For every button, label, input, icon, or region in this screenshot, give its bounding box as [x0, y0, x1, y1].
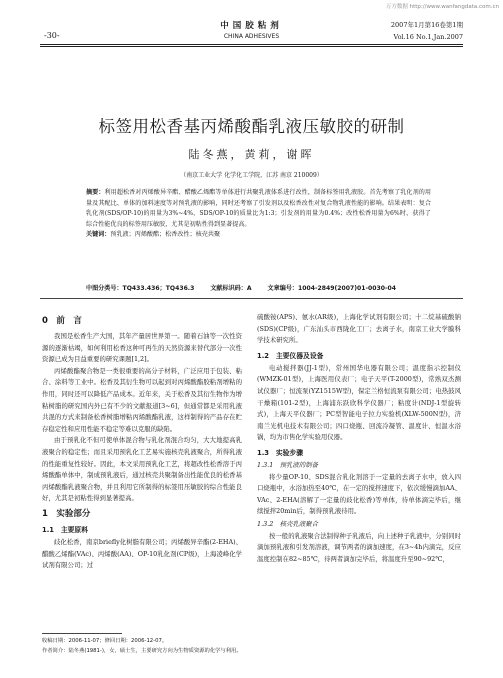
abstract	[86, 188, 431, 241]
section-heading-intro: 0 前 言	[42, 316, 82, 326]
footnote-author-bio: 作者简介：陆冬燕(1981-)，女，硕士生，主要研究方向为生物质资源的化学与利用。	[42, 648, 242, 654]
journal-name-cn: 中国胶粘剂	[220, 21, 283, 31]
body-paragraph: 电动搅拌器(JJ-1型)，常州国华电器有限公司；温度指示控制仪(WMZK-01型)，上海医用仪表厂；电子天平(T-2000型)，常熟双杰测试仪器厂；恒流泵(YZ1515W型)，保定兰格恒流泵有限公司；电热鼓风干燥箱(101-2型)，上海浦东跃欣科学仪器厂；粘度计(NDJ-1型旋转式)，上海天平仪器厂；PC型智能电子拉力实验机(XLW-500N型)，济南兰光机电技术有限公司；四口烧瓶、回流冷凝管、温度计、恒温水浴锅，均为市售化学实验用仪器。	[257, 363, 461, 442]
section-heading-experimental: 1 实验部分	[42, 508, 91, 519]
running-header	[0, 19, 503, 43]
page-number: -30-	[44, 31, 60, 40]
footnote-received: 收稿日期：2006-11-07；修回日期：2006-12-07。	[42, 638, 168, 644]
right-column	[257, 312, 461, 565]
subsection-heading-instruments: 1.2 主要仪器及设备	[257, 351, 324, 360]
article-title: 标签用松香基丙烯酸酯乳液压敏胶的研制	[98, 117, 405, 136]
abstract-text: 利用超松香对丙烯酸异辛酯、醋酸乙烯酯等单体进行共聚乳液体系进行改性，制备标签用乳液胶。首先考察了乳化剂的用量及其配比、单体的加料速度等对预乳液的影响，同时还考察了引发剂以及松香改性对复合物乳液性能的影响。结果表明：复合乳化剂(SDS/OP-10)的用量为3%~4%，SDS/OP-10的质量比为1:3；引发剂的用量为0.4%；改性松香用量为6%时，获得了综合性能优良的标签用压敏胶，尤其是初粘性得到显著提高。	[86, 189, 432, 228]
body-paragraph: 我国是松香生产大国，其年产量居世界第一。随着石油等一次性资源的逐渐枯竭，如何利用松香这种可再生的天然资源来替代部分一次性资源已成为目益重要的研究课题[1,2]。	[42, 332, 242, 364]
header-rule-thin	[40, 46, 463, 47]
affiliation: （南京工业大学 化学化工学院，江苏 南京 210009）	[180, 172, 323, 179]
body-paragraph: 硫酸铵(APS)、氨水(AR级)，上海化学试剂有限公司；十二烷基硫酸钠(SDS)(CP级)，广东汕头市西陇化工厂；去离子水，南京工业大学膜科学技术研究所。	[257, 313, 461, 345]
body-paragraph: 歧化松香，南京briefly化树脂有限公司；丙烯酸异辛酯(2-EHA)、醋酸乙烯酯(VAc)、丙烯酸(AA)、OP-10乳化剂(CP级)，上海凌峰化学试剂有限公司；过	[42, 537, 242, 570]
subsubsection-heading-preemulsion: 1.3.1 预乳液的制备	[257, 460, 318, 469]
subsection-heading-materials: 1.1 主要原料	[42, 525, 89, 534]
subsubsection-heading-coreshell: 1.3.2 核壳乳液聚合	[257, 519, 318, 528]
body-paragraph: 将少量OP-10、SDS混合乳化剂溶于一定量的去离子水中，放入四口烧瓶中，水浴加热至40℃，在一定的搅拌速度下，依次缓慢滴加AA、VAc、2-EHA(溶解了一定量的歧化松香)等单体，待单体滴完毕后，继续搅拌20min后，制得预乳液待用。	[257, 472, 461, 516]
left-column	[42, 312, 242, 572]
body-paragraph: 丙烯酸酯聚合物是一类很重要的高分子材料，广泛应用于包装、粘合、涂料等工业中。松香及其衍生物可以起到对丙烯酸酯胶粘剂增粘的作用，同时还可以降低产品成本。近年来，关于松香及其衍生物作为增粘树脂的研究国内外已有不少的文献报道[3~6]，但通常都是采用乳液共混的方式来制备松香树脂增粘丙烯酸酯乳液，这样制得的产品存在贮存稳定性和应用性能不稳定等难以克服的缺陷。	[42, 366, 242, 433]
abstract-label: 摘要：	[86, 189, 105, 196]
watermark: 万方数据 http://www.wanfangdata.com.cn	[385, 4, 499, 10]
keywords-text: 预乳液；丙烯酸酯；松香改性；核壳共聚	[110, 231, 221, 238]
keywords-label: 关键词：	[86, 231, 111, 238]
clc-number: 中图分类号：TQ433.436；TQ436.3	[86, 285, 195, 292]
authors: 陆冬燕，黄莉，谢晖	[188, 148, 315, 161]
article-number: 文章编号：1004-2849(2007)01-0030-04	[267, 285, 396, 292]
issue-info	[391, 19, 463, 43]
issue-volume-en: Vol.16 No.1,Jan.2007	[393, 33, 463, 41]
issue-date-cn: 2007年1月第16卷第1期	[390, 21, 463, 29]
header-rule	[40, 44, 463, 45]
journal-name-en: CHINA ADHESIVES	[223, 33, 280, 40]
classification-meta	[86, 284, 431, 294]
footnote-rule	[42, 633, 122, 634]
subsection-heading-procedure: 1.3 实验步骤	[257, 448, 304, 457]
abstract-rule	[40, 298, 463, 299]
body-paragraph: 由于预乳化不但可使单体混合物与乳化剂混合均匀，大大地提高乳液聚合的稳定性；而且采用预乳化工艺易实施核壳乳液聚合，所得乳液的性能重复性较好。因此，本文采用预乳化工艺，将超改性松香溶于丙烯酸酯单体中，制成预乳液后，通过核壳共聚制备出性能优良的松香基丙烯酸酯乳液聚合物，并且利用它所制得的标签用压敏胶的综合性能良好，尤其是初粘性得到显著提高。	[42, 436, 242, 503]
body-paragraph: 按一般的乳液聚合法制得种子乳液后，向上述种子乳液中，分别同时滴加预乳液和引发剂溶液，调节两者的滴加速度，在3~4h内滴完，反应温度控制在82~85℃，待两者滴加完毕后，将温度升至90~92℃，	[257, 531, 461, 563]
document-code: 文献标识码：A	[210, 285, 252, 292]
